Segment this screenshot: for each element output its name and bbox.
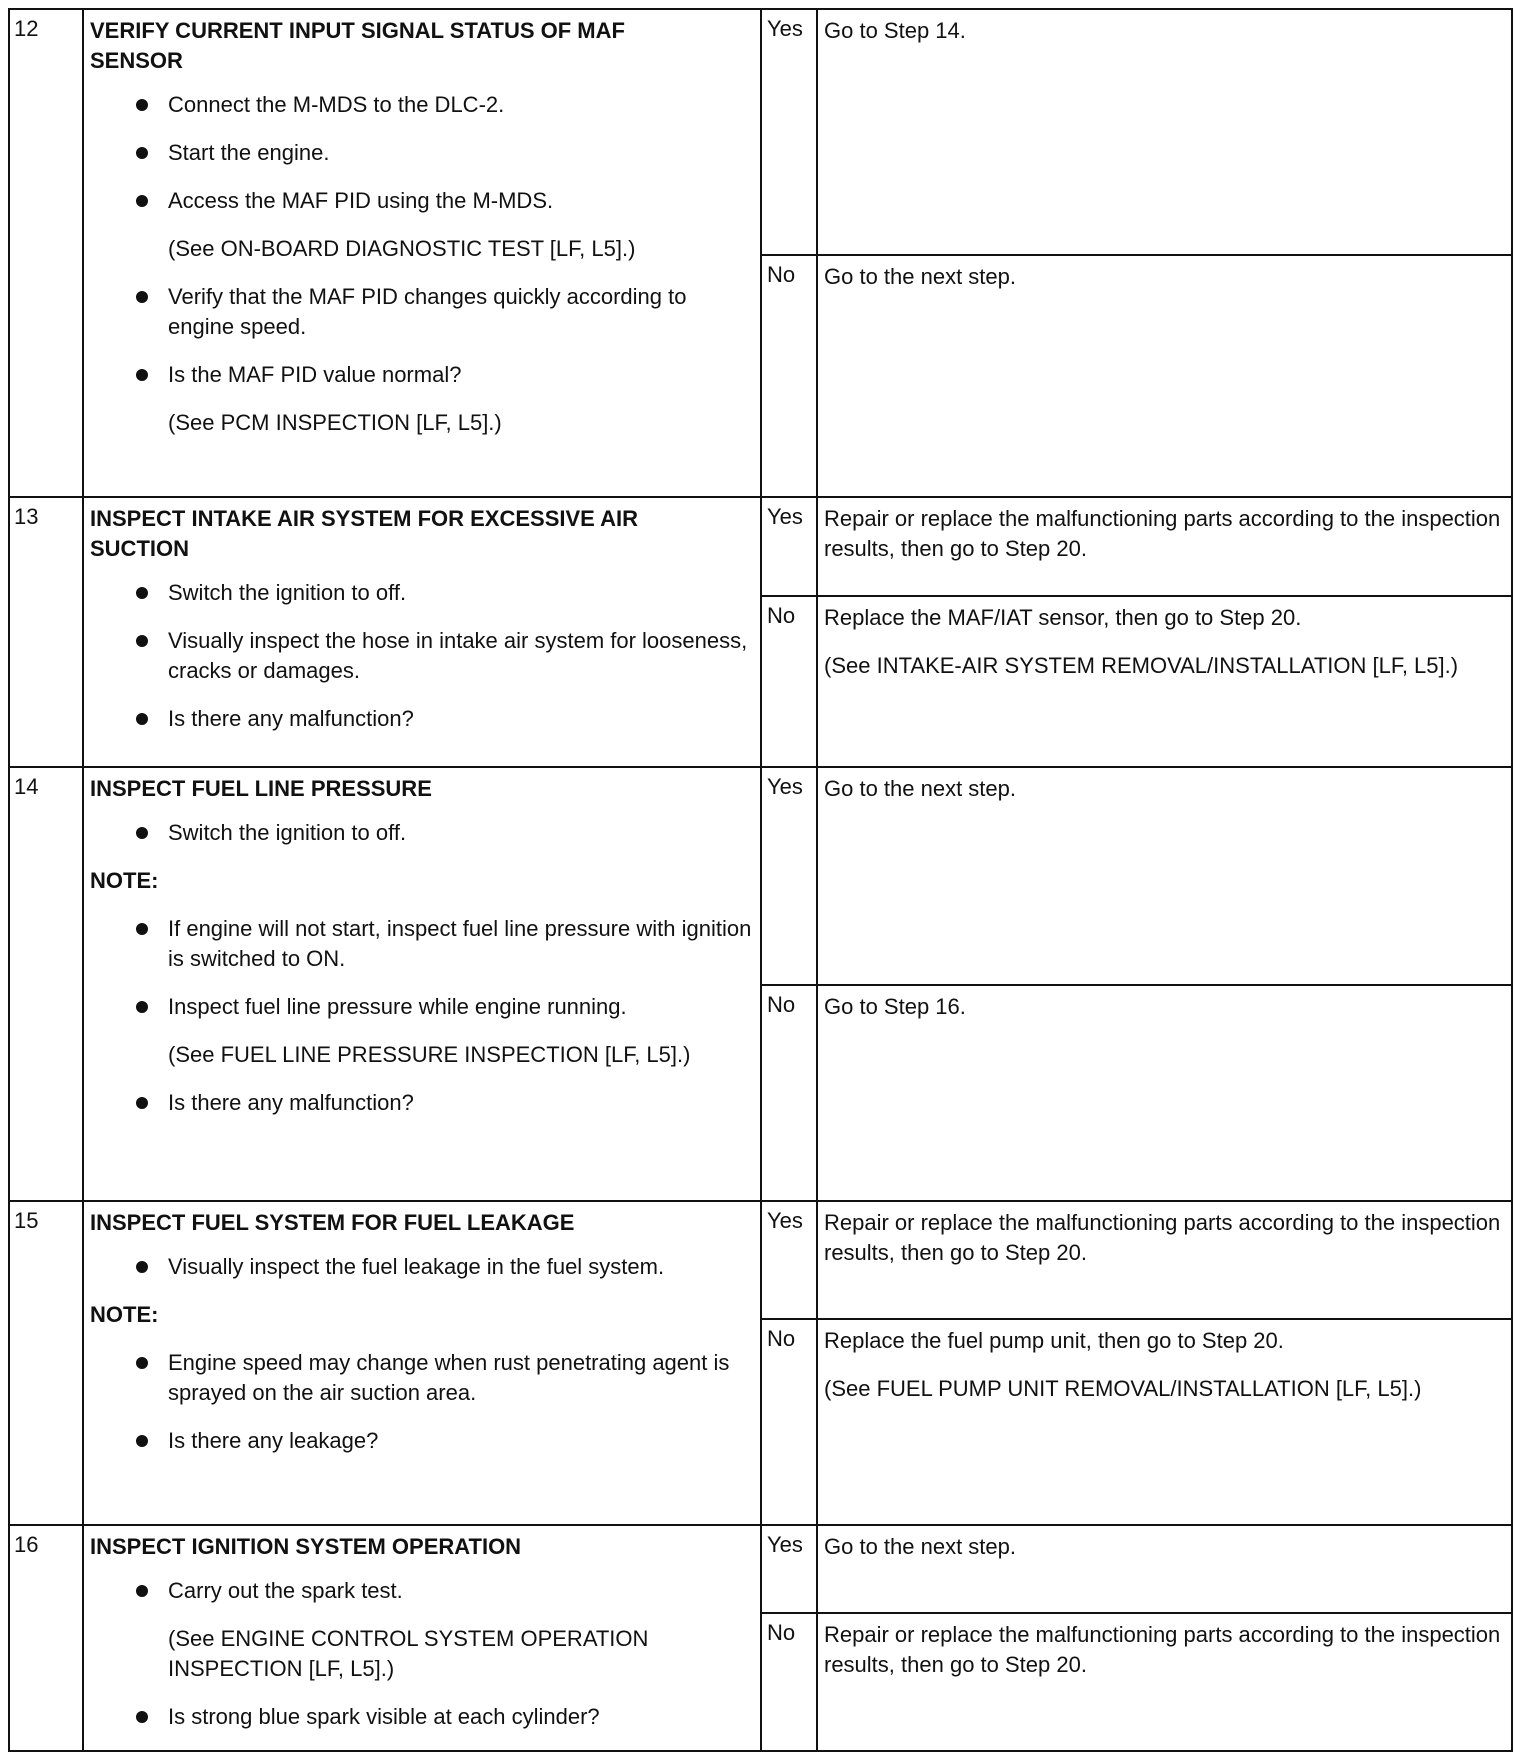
list-item: Engine speed may change when rust penetrating agent is sprayed on the air suction area.: [90, 1348, 752, 1408]
yes-label: Yes: [762, 1526, 818, 1612]
table-row-step-14: [10, 768, 1511, 1202]
list-item: Is there any malfunction?: [90, 704, 752, 734]
yes-outcome: [762, 10, 1511, 256]
reference-text: (See FUEL PUMP UNIT REMOVAL/INSTALLATION [LF, L5].): [824, 1376, 1422, 1401]
list-item: If engine will not start, inspect fuel line pressure with ignition is switched to ON.: [90, 914, 752, 974]
outcome-text: Repair or replace the malfunctioning parts according to the inspection results, then go to Step 20.: [824, 1210, 1501, 1265]
step-title: INSPECT FUEL LINE PRESSURE: [90, 776, 432, 801]
note-heading: NOTE:: [90, 868, 159, 893]
no-outcome: [762, 986, 1511, 1200]
list-item: Carry out the spark test.: [90, 1576, 752, 1606]
table-row-step-12: [10, 10, 1511, 498]
no-outcome: [762, 1614, 1511, 1750]
no-label: No: [762, 1614, 818, 1750]
outcome-text: Go to Step 16.: [824, 994, 966, 1019]
note-heading: NOTE:: [90, 1302, 159, 1327]
list-item: Inspect fuel line pressure while engine running.: [90, 992, 752, 1022]
list-item: Access the MAF PID using the M-MDS.: [90, 186, 752, 216]
list-item: Is strong blue spark visible at each cylinder?: [90, 1702, 752, 1732]
no-label: No: [762, 1320, 818, 1524]
table-row-step-13: [10, 498, 1511, 768]
list-item: Visually inspect the hose in intake air system for looseness, cracks or damages.: [90, 626, 752, 686]
reference-text: (See ENGINE CONTROL SYSTEM OPERATION INSPECTION [LF, L5].): [168, 1626, 649, 1681]
list-item: Switch the ignition to off.: [90, 578, 752, 608]
reference-text: (See FUEL LINE PRESSURE INSPECTION [LF, L5].): [168, 1042, 691, 1067]
no-label: No: [762, 986, 818, 1200]
list-item: Is there any leakage?: [90, 1426, 752, 1456]
no-outcome: [762, 1320, 1511, 1524]
list-item: Start the engine.: [90, 138, 752, 168]
step-action-cell: [84, 498, 762, 766]
reference-text: (See ON-BOARD DIAGNOSTIC TEST [LF, L5].): [168, 236, 636, 261]
outcome-text: Repair or replace the malfunctioning parts according to the inspection results, then go to Step 20.: [824, 1622, 1501, 1677]
step-action-cell: [84, 768, 762, 1200]
yes-label: Yes: [762, 498, 818, 595]
list-item: Visually inspect the fuel leakage in the fuel system.: [90, 1252, 752, 1282]
outcome-text: Go to Step 14.: [824, 18, 966, 43]
outcome-text: Go to the next step.: [824, 264, 1017, 289]
reference-text: (See PCM INSPECTION [LF, L5].): [168, 410, 502, 435]
outcome-text: Go to the next step.: [824, 1534, 1017, 1559]
step-action-cell: [84, 10, 762, 496]
step-number: 13: [10, 498, 84, 766]
no-outcome: [762, 256, 1511, 496]
no-outcome: [762, 597, 1511, 766]
step-action-cell: [84, 1202, 762, 1524]
list-item: Is there any malfunction?: [90, 1088, 752, 1118]
outcome-text: Replace the MAF/IAT sensor, then go to Step 20.: [824, 605, 1302, 630]
step-number: 15: [10, 1202, 84, 1524]
table-row-step-15: [10, 1202, 1511, 1526]
step-action-cell: [84, 1526, 762, 1750]
yes-label: Yes: [762, 768, 818, 984]
list-item: Connect the M-MDS to the DLC-2.: [90, 90, 752, 120]
yes-outcome: [762, 1526, 1511, 1614]
list-item: Is the MAF PID value normal?: [90, 360, 752, 390]
yes-outcome: [762, 1202, 1511, 1320]
table-row-step-16: [10, 1526, 1511, 1750]
step-number: 16: [10, 1526, 84, 1750]
outcome-text: Go to the next step.: [824, 776, 1017, 801]
no-label: No: [762, 256, 818, 496]
step-title: INSPECT FUEL SYSTEM FOR FUEL LEAKAGE: [90, 1210, 575, 1235]
outcome-text: Replace the fuel pump unit, then go to Step 20.: [824, 1328, 1284, 1353]
yes-outcome: [762, 498, 1511, 597]
yes-outcome: [762, 768, 1511, 986]
step-number: 14: [10, 768, 84, 1200]
step-title: VERIFY CURRENT INPUT SIGNAL STATUS OF MAF SENSOR: [90, 18, 625, 73]
outcome-text: Repair or replace the malfunctioning parts according to the inspection results, then go to Step 20.: [824, 506, 1501, 561]
list-item: Switch the ignition to off.: [90, 818, 752, 848]
step-title: INSPECT INTAKE AIR SYSTEM FOR EXCESSIVE AIR SUCTION: [90, 506, 639, 561]
step-title: INSPECT IGNITION SYSTEM OPERATION: [90, 1534, 522, 1559]
diagnostic-procedure-table: [8, 8, 1513, 1752]
list-item: Verify that the MAF PID changes quickly according to engine speed.: [90, 282, 752, 342]
reference-text: (See INTAKE-AIR SYSTEM REMOVAL/INSTALLATION [LF, L5].): [824, 653, 1459, 678]
yes-label: Yes: [762, 1202, 818, 1318]
step-number: 12: [10, 10, 84, 496]
yes-label: Yes: [762, 10, 818, 254]
no-label: No: [762, 597, 818, 766]
